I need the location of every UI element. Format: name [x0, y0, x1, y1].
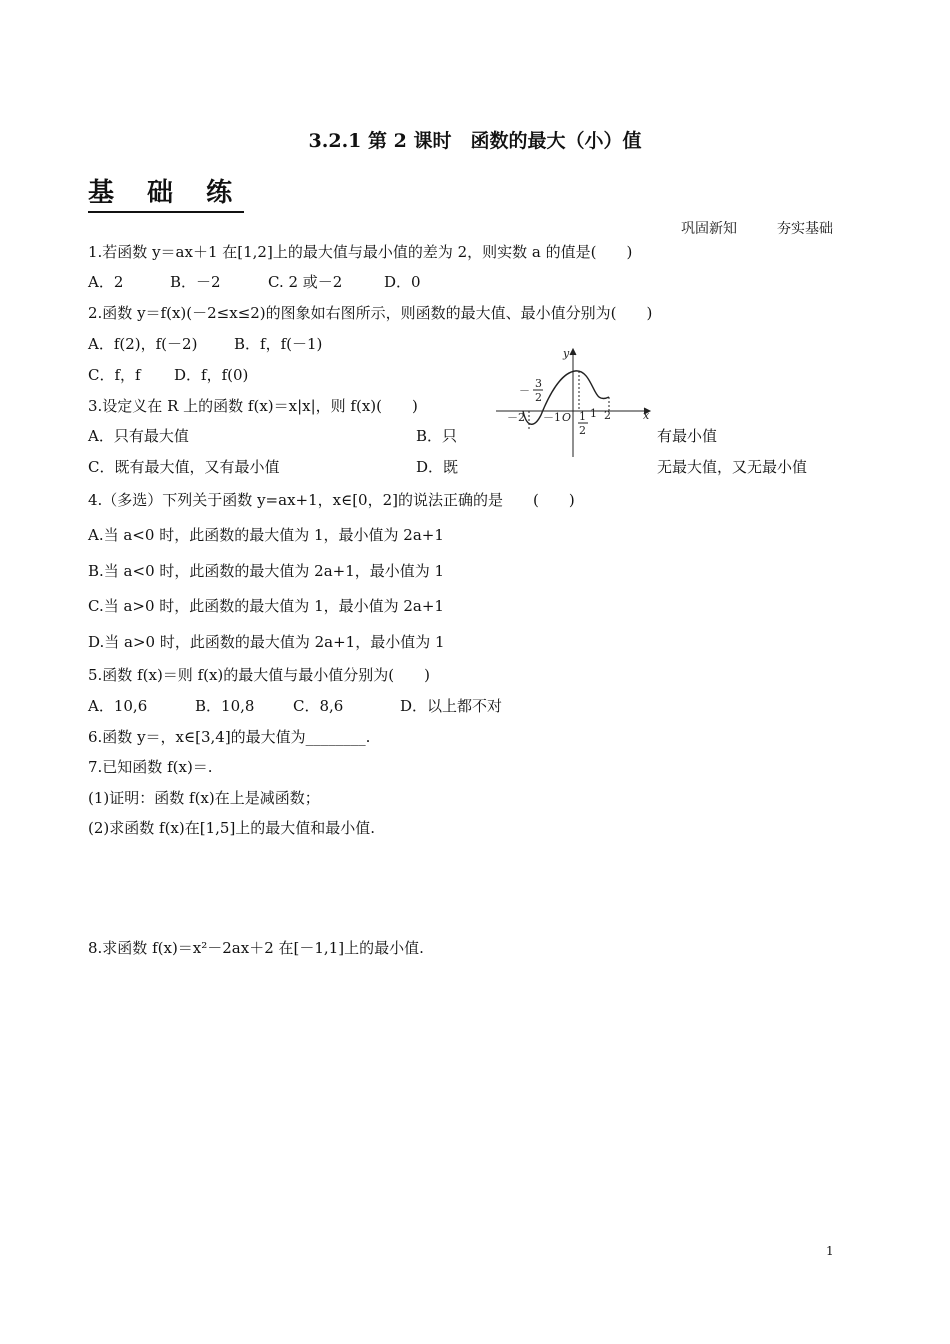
question-1: 1.若函数 y＝ax＋1 在[1,2]上的最大值与最小值的差为 2，则实数 a 的值是( )	[88, 243, 633, 261]
q5-option-a: A．10,6	[88, 697, 148, 715]
page-title: 3.2.1 第 2 课时 函数的最大（小）值	[308, 130, 642, 152]
question-4: 4.（多选）下列关于函数 y=ax+1，x∈[0，2]的说法正确的是 ( )	[88, 491, 575, 509]
q2-option-c: C．f，f	[88, 366, 141, 384]
question-2: 2.函数 y＝f(x)(－2≤x≤2)的图象如右图所示，则函数的最大值、最小值分别为( )	[88, 304, 653, 322]
question-7: 7.已知函数 f(x)＝.	[88, 758, 213, 776]
function-graph	[493, 345, 658, 460]
question-8: 8.求函数 f(x)＝x²－2ax＋2 在[－1,1]上的最小值.	[88, 939, 424, 957]
q1-option-b: B．－2	[170, 273, 221, 291]
graph-label-2: 2	[604, 409, 611, 422]
graph-label-origin: O	[562, 411, 572, 424]
graph-label-1: 1	[590, 407, 597, 420]
graph-label-minus: －	[519, 384, 530, 397]
question-5: 5.函数 f(x)＝则 f(x)的最大值与最小值分别为( )	[88, 666, 430, 684]
q4-option-c: C.当 a>0 时，此函数的最大值为 1，最小值为 2a+1	[88, 597, 444, 615]
q2-option-a: A．f(2)，f(－2)	[88, 335, 198, 353]
question-7-part-1: (1)证明：函数 f(x)在上是减函数；	[88, 789, 320, 807]
tag-consolidate: 巩固新知	[681, 221, 737, 237]
graph-label-neg2: －2	[507, 411, 525, 424]
graph-label-y: y	[563, 347, 570, 360]
graph-label-half-num: 1	[579, 410, 586, 423]
q1-option-d: D．0	[384, 273, 421, 291]
y-axis-arrow	[570, 349, 576, 355]
q3-option-b-part1: B．只	[416, 427, 458, 445]
q3-option-c: C．既有最大值，又有最小值	[88, 458, 280, 476]
graph-label-x: x	[643, 409, 650, 422]
question-3: 3.设定义在 R 上的函数 f(x)＝x|x|，则 f(x)( )	[88, 397, 418, 415]
q4-option-a: A.当 a<0 时，此函数的最大值为 1，最小值为 2a+1	[88, 526, 444, 544]
q4-option-d: D.当 a>0 时，此函数的最大值为 2a+1，最小值为 1	[88, 633, 445, 651]
q2-option-b: B．f，f(－1)	[234, 335, 323, 353]
q1-option-c: C. 2 或－2	[268, 273, 343, 291]
q3-option-d-part2: 无最大值，又无最小值	[657, 458, 808, 476]
tag-foundation: 夯实基础	[777, 221, 833, 237]
q5-option-b: B．10,8	[195, 697, 255, 715]
q3-option-d-part1: D．既	[416, 458, 459, 476]
q5-option-c: C．8,6	[293, 697, 344, 715]
page-number: 1	[826, 1244, 834, 1258]
q1-option-a: A．2	[88, 273, 124, 291]
section-heading: 基 础 练	[88, 176, 244, 213]
q3-option-a: A．只有最大值	[88, 427, 189, 445]
q4-option-b: B.当 a<0 时，此函数的最大值为 2a+1，最小值为 1	[88, 562, 445, 580]
graph-label-half-den: 2	[579, 424, 586, 437]
q5-option-d: D．以上都不对	[400, 697, 503, 715]
graph-label-2a: 2	[535, 391, 542, 404]
q3-option-b-part2: 有最小值	[657, 427, 718, 445]
question-6: 6.函数 y＝，x∈[3,4]的最大值为________.	[88, 728, 371, 746]
q2-option-d: D．f，f(0)	[174, 366, 249, 384]
question-7-part-2: (2)求函数 f(x)在[1,5]上的最大值和最小值.	[88, 819, 376, 837]
graph-label-3: 3	[535, 377, 542, 390]
graph-label-neg1: －1	[543, 411, 561, 424]
